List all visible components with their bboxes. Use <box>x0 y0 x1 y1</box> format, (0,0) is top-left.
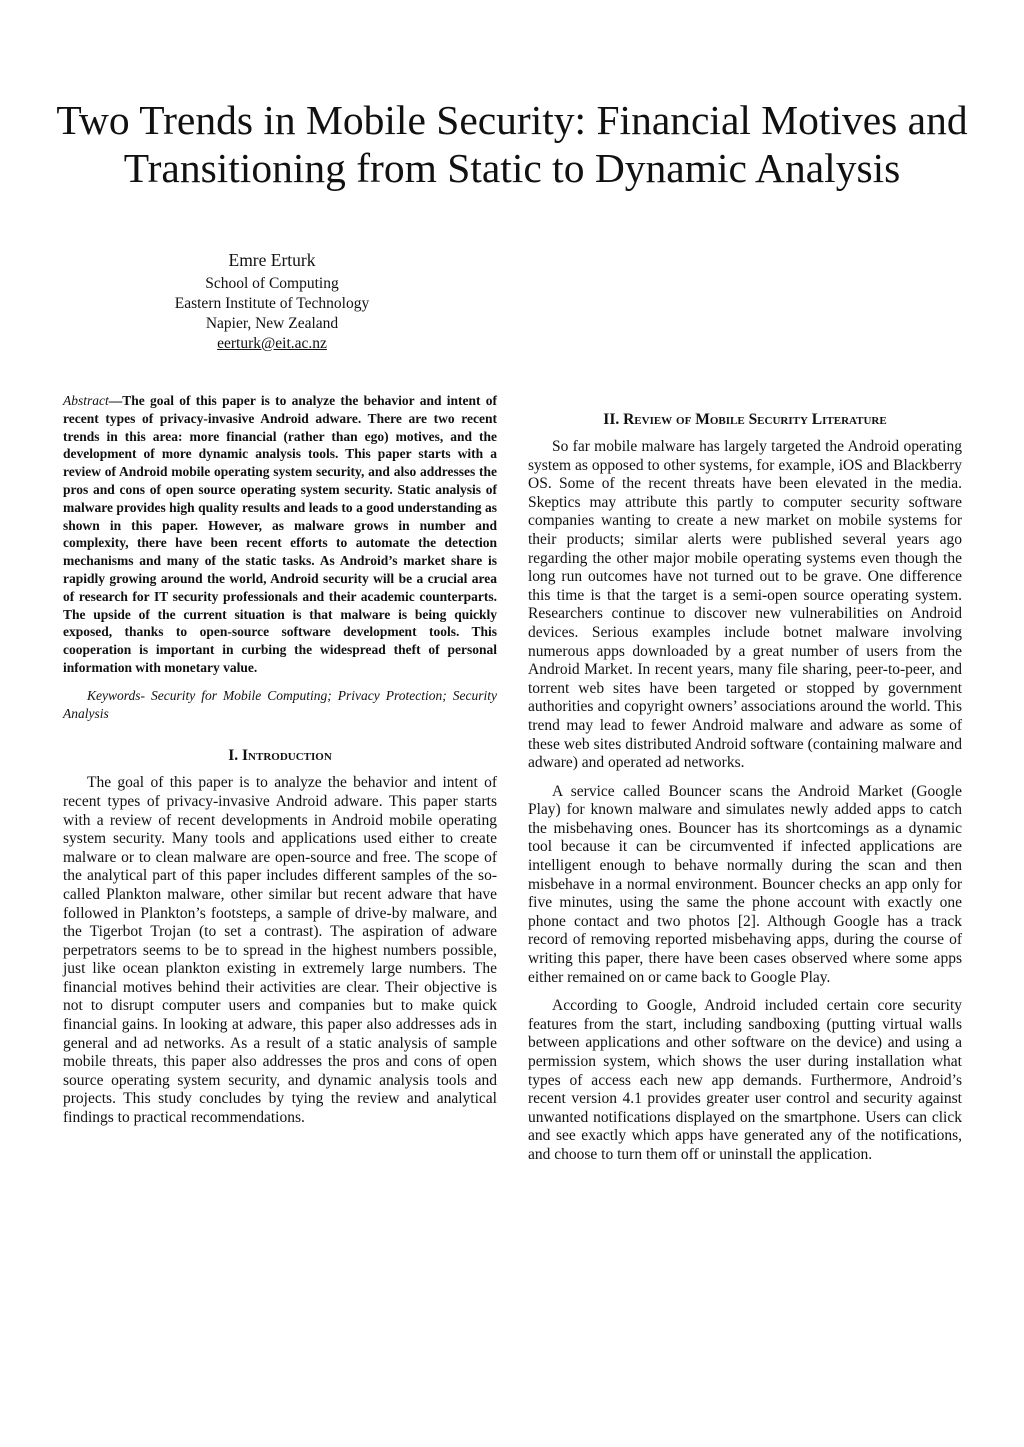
abstract-lead: Abstract <box>63 393 109 408</box>
keywords: Keywords- Security for Mobile Computing; Privacy Protection; Security Analysis <box>63 687 497 721</box>
author-email-link[interactable]: eerturk@eit.ac.nz <box>217 335 327 352</box>
literature-paragraph: A service called Bouncer scans the Android Market (Google Play) for known malware and simulates newly added apps to catch the misbehaving ones. Bouncer has its shortcomings as a dynamic tool because it can be circumvented if infected applications are intelligent enough to behave normally during the scan and then misbehave in a normal environment. Bouncer checks an app only for five minutes, using the same the phone account with exactly one phone contact and two photos [2]. Although Google has a track record of removing reported misbehaving apps, during the course of writing this paper, there have been cases observed where some apps either remained on or came back to Google Play. <box>528 782 962 986</box>
abstract-body: —The goal of this paper is to analyze the behavior and intent of recent types of privacy-invasive Android adware. There are two recent trends in this area: more financial (rather than ego) motives, and the development of more dynamic analysis tools. This paper starts with a review of Android mobile operating system security, and also addresses the pros and cons of open source operating system security. Static analysis of malware provides high quality results and leads to a good understanding as shown in this paper. However, as malware grows in number and complexity, there have been recent efforts to automate the detection mechanisms and many of the static tasks. As Android’s market share is rapidly growing around the world, Android security will be a crucial area of research for IT security professionals and their academic counterparts. The upside of the current situation is that malware is being quickly exposed, thanks to open-source software development tools. This cooperation is important in curbing the widespread theft of personal information with monetary value. <box>63 393 497 675</box>
literature-paragraph: So far mobile malware has largely targeted the Android operating system as opposed to other systems, for example, iOS and Blackberry OS. Some of the recent threats have been elevated in the media. Skeptics may attribute this partly to computer security software companies wanting to create a new market on mobile systems for their products; similar alerts were published several years ago regarding the other major mobile operating systems even though the long run outcomes have not turned out to be grave. One difference this time is that the target is a semi-open source operating system. Researchers continue to discover new vulnerabilities on Android devices. Serious examples include botnet malware involving numerous apps downloaded by a great number of users from the Android Market. In recent years, many file sharing, peer-to-peer, and torrent web sites have been targeted or stopped by government authorities and copyright owners’ associations around the world. This trend may lead to fewer Android malware and adware as some of these web sites distributed Android software (containing malware and adware) and operated ad networks. <box>528 438 962 772</box>
author-name: Emre Erturk <box>228 250 316 270</box>
author-block <box>62 248 482 354</box>
abstract <box>63 392 497 677</box>
left-column <box>63 392 497 1138</box>
author-department: School of Computing <box>205 275 339 292</box>
section-heading-introduction: I. Introduction <box>228 747 332 765</box>
introduction-paragraph: The goal of this paper is to analyze the behavior and intent of recent types of privacy-invasive Android adware. This paper starts with a review of recent developments in Android mobile operating system security. Many tools and applications used either to create malware or to clean malware are open-source and free. The scope of the analytical part of this paper includes different samples of the so-called Plankton malware, other similar but recent adware that have followed in Plankton’s footsteps, a sample of drive-by malware, and the Tigerbot Trojan (to set a contrast). The aspiration of adware perpetrators seems to be to spread in the highest numbers possible, just like ocean plankton existing in extremely large numbers. The financial motives behind their activities are clear. Their objective is not to disrupt computer users and companies but to make quick financial gains. In looking at adware, this paper also addresses ads in general and ad networks. As a result of a static analysis of sample mobile threats, this paper also addresses the pros and cons of open source operating system security, and dynamic analysis tools and projects. This study concludes by tying the review and analytical findings to practical recommendations. <box>63 774 497 1127</box>
author-location: Napier, New Zealand <box>205 315 339 332</box>
paper-title: Two Trends in Mobile Security: Financial Motives and Transitioning from Static to Dynamic Analysis <box>56 97 968 191</box>
right-column <box>528 410 962 1175</box>
literature-paragraph: According to Google, Android included certain core security features from the start, including sandboxing (putting virtual walls between applications and other software on the device) and using a permission system, which shows the user during installation what types of access each new app demands. Furthermore, Android’s recent version 4.1 provides greater user control and security against unwanted notifications displayed on the smartphone. Users can click and see exactly which apps have generated any of the notifications, and choose to turn them off or uninstall the application. <box>528 997 962 1163</box>
author-institution: Eastern Institute of Technology <box>174 295 370 312</box>
section-heading-literature-review: II. Review of Mobile Security Literature <box>603 411 887 428</box>
